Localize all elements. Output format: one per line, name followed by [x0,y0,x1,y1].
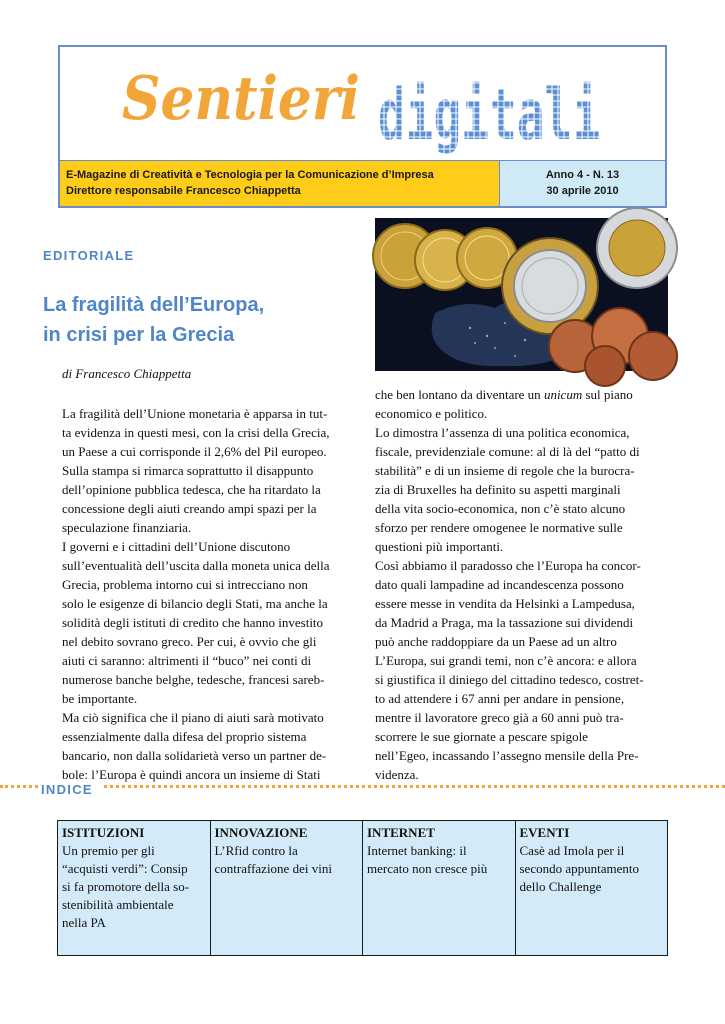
col1-line: concessione degli aiuti creando ampi spazi per la [62,501,317,516]
col2-first-pre: che ben lontano da diventare un [375,387,544,402]
col1-line: solidità degli istituti di credito che hanno investito [62,615,324,630]
article-title-line-2: in crisi per la Grecia [43,324,235,346]
article-column-1 [62,404,350,784]
col1-line: dell’opinione pubblica tedesca, che ha ritardato la [62,482,321,497]
magazine-tagline: E-Magazine di Creatività e Tecnologia per la Comunicazione d’Impresa [66,169,434,181]
issue-date: 30 aprile 2010 [546,185,619,197]
index-line: Un premio per gli [62,843,155,858]
col2-line: Così abbiamo il paradosso che l’Europa ha concor- [375,558,641,573]
col1-line: ta evidenza in questi mesi, con la crisi della Grecia, [62,425,330,440]
col1-line: numerose banche belghe, tedesche, francesi sareb- [62,672,325,687]
col2-line: economico e politico. [375,406,488,421]
col1-line: Sulla stampa si rimarca soprattutto il disappunto [62,463,314,478]
index-line: “acquisti verdi”: Consip [62,861,188,876]
col1-line: nel debito sovrano greco. Per cui, è ovvio che gli [62,634,317,649]
masthead [58,45,667,208]
col1-line: speculazione finanziaria. [62,520,192,535]
index-line: nella PA [62,915,106,930]
col1-line: I governi e i cittadini dell’Unione discutono [62,539,291,554]
col2-line: L’Europa, sui grandi temi, non c’è ancora: e allora [375,653,637,668]
index-item-internet[interactable] [363,821,516,955]
index-category: INNOVAZIONE [214,825,308,840]
col1-line: un Paese a cui corrisponde il 2,6% del Pil europeo. [62,444,327,459]
col2-line: Lo dimostra l’assenza di una politica economica, [375,425,630,440]
index-category: EVENTI [519,825,570,840]
col2-line: stabilità” e di un insieme di regole che la burocra- [375,463,635,478]
masthead-info-left [60,161,500,206]
col1-line: sull’eventualità dell’uscita dalla moneta unica della [62,558,330,573]
col1-line: bancario, non dalla solidarietà verso un partner de- [62,748,327,763]
col2-line: zia di Bruxelles ha definito su aspetti marginali [375,482,621,497]
col2-line: scorrere le sue giornate a pescare spigole [375,729,588,744]
col2-line: fiscale, previdenziale comune: al di là del “patto di [375,444,640,459]
col2-line: sforzo per rendere omogenee le normative sulle [375,520,623,535]
index-item-innovazione[interactable] [211,821,364,955]
index-category: INTERNET [367,825,435,840]
index-category: ISTITUZIONI [62,825,145,840]
article-title [43,290,363,350]
col2-line: nell’Egeo, incassando l’assegno mensile della Pre- [375,748,639,763]
col2-line: questioni più importanti. [375,539,504,554]
masthead-info-row [60,160,665,206]
logo-word-digitali: digitali [378,74,600,156]
col1-line: bole: l’Europa è quindi ancora un insieme di Stati [62,767,321,782]
index-divider-right [104,785,725,788]
index-line: secondo appuntamento [519,861,639,876]
index-line: dello Challenge [519,879,602,894]
col2-line: mentre il lavoratore greco già a 60 anni può tra- [375,710,624,725]
article-byline: di Francesco Chiappetta [62,366,192,381]
index-item-istituzioni[interactable] [58,821,211,955]
index-line: si fa promotore della so- [62,879,190,894]
article-title-line-1: La fragilità dell’Europa, [43,294,265,316]
col2-line: può anche raddoppiare da un Paese ad un altro [375,634,617,649]
index-line: Casè ad Imola per il [519,843,625,858]
index-item-eventi[interactable] [516,821,668,955]
section-label-editoriale: EDITORIALE [43,248,135,263]
col1-line: essenzialmente dalla difesa del proprio sistema [62,729,307,744]
issue-number: Anno 4 - N. 13 [545,169,620,181]
magazine-logo [60,47,665,160]
col2-line: videnza. [375,767,419,782]
col2-line: to ad attendere i 67 anni per andare in pensione, [375,691,625,706]
col1-line: Grecia, problema intorno cui si intrecciano non [62,577,308,592]
index-line: contraffazione dei vini [214,861,332,876]
index-line: L’Rfid contro la [214,843,298,858]
logo-word-sentieri: Sentieri [122,64,360,134]
col2-line: si giustifica il diniego del cittadino tedesco, costret- [375,672,644,687]
article-column-2 [375,385,663,784]
col2-first-post: sul piano [582,387,633,402]
col1-line: solo le esigenze di bilancio degli Stati, ma anche la [62,596,328,611]
col2-line: della vita socio-economica, non c’è stato alcuno [375,501,626,516]
col1-line: be importante. [62,691,138,706]
col1-line: aiuti ci saranno: altrimenti il “buco” nei conti di [62,653,312,668]
euro-coins-photo [375,218,668,371]
magazine-director: Direttore responsabile Francesco Chiappetta [66,185,301,197]
section-label-indice: INDICE [41,782,93,797]
col2-line: da Madrid a Praga, ma la tassazione sui dividendi [375,615,634,630]
col1-line: Ma ciò significa che il piano di aiuti sarà motivato [62,710,324,725]
index-line: mercato non cresce più [367,861,488,876]
col2-line [375,385,663,404]
col1-line: La fragilità dell’Unione monetaria è apparsa in tut- [62,406,328,421]
index-table [57,820,668,956]
index-divider-left [0,785,38,788]
index-line: stenibilità ambientale [62,897,174,912]
index-line: Internet banking: il [367,843,467,858]
col2-first-em: unicum [543,387,583,402]
col2-line: dato quali lampadine ad incandescenza possono [375,577,624,592]
col2-line: essere messe in vendita da Helsinki a Lampedusa, [375,596,635,611]
masthead-info-right [500,161,665,206]
